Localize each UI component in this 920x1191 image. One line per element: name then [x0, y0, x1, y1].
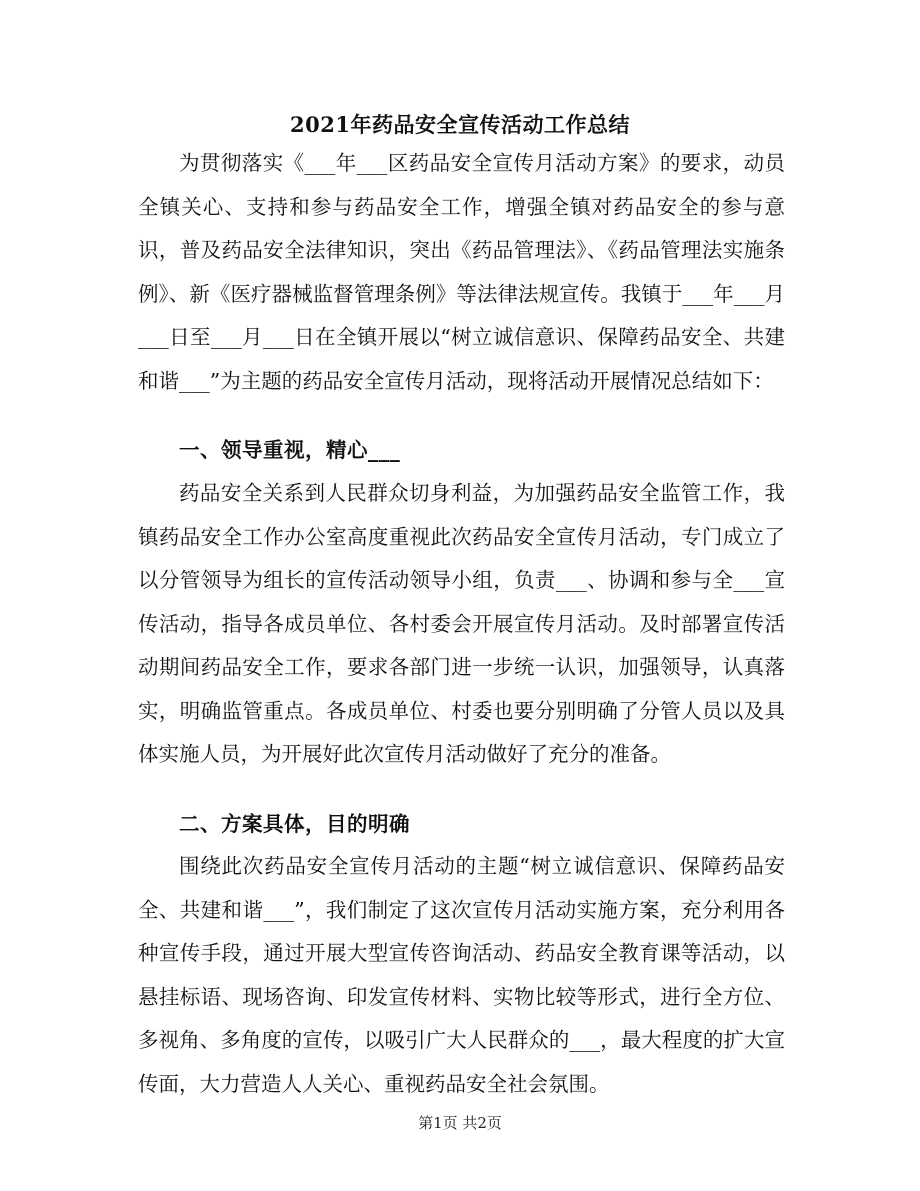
section-heading-plan: 二、方案具体，目的明确: [179, 812, 410, 836]
section-heading-leadership: 一、领导重视，精心___: [179, 438, 401, 462]
section-heading-block-2: [138, 803, 785, 847]
section-heading-block-1: [138, 429, 785, 473]
section-paragraph-block-2: [138, 845, 785, 1106]
intro-paragraph-block: [138, 142, 785, 403]
section-paragraph-leadership: 药品安全关系到人民群众切身利益，为加强药品安全监管工作，我镇药品安全工作办公室高度重视此次药品安全宣传月活动，专门成立了以分管领导为组长的宣传活动领导小组，负责___、协调和参与全___宣传活动，指导各成员单位、各村委会开展宣传月活动。及时部署宣传活动期间药品安全工作，要求各部门进一步统一认识，加强领导，认真落实，明确监管重点。各成员单位、村委也要分别明确了分管人员以及具体实施人员，为开展好此次宣传月活动做好了充分的准备。: [138, 481, 785, 766]
page-number-footer: 第1页 共2页: [418, 1114, 502, 1132]
section-paragraph-block-1: [138, 472, 785, 777]
section-paragraph-plan: 围绕此次药品安全宣传月活动的主题“树立诚信意识、保障药品安全、共建和谐___”，我们制定了这次宣传月活动实施方案，充分利用各种宣传手段，通过开展大型宣传咨询活动、药品安全教育课等活动，以悬挂标语、现场咨询、印发宣传材料、实物比较等形式，进行全方位、多视角、多角度的宣传，以吸引广大人民群众的___，最大程度的扩大宣传面，大力营造人人关心、重视药品安全社会氛围。: [138, 854, 785, 1096]
intro-paragraph: 为贯彻落实《___年___区药品安全宣传月活动方案》的要求，动员全镇关心、支持和参与药品安全工作，增强全镇对药品安全的参与意识，普及药品安全法律知识，突出《药品管理法》、《药品管理法实施条例》、新《医疗器械监督管理条例》等法律法规宣传。我镇于___年___月___日至___月___日在全镇开展以“树立诚信意识、保障药品安全、共建和谐___”为主题的药品安全宣传月活动，现将活动开展情况总结如下：: [138, 151, 785, 393]
document-title: 2021年药品安全宣传活动工作总结: [290, 112, 630, 137]
